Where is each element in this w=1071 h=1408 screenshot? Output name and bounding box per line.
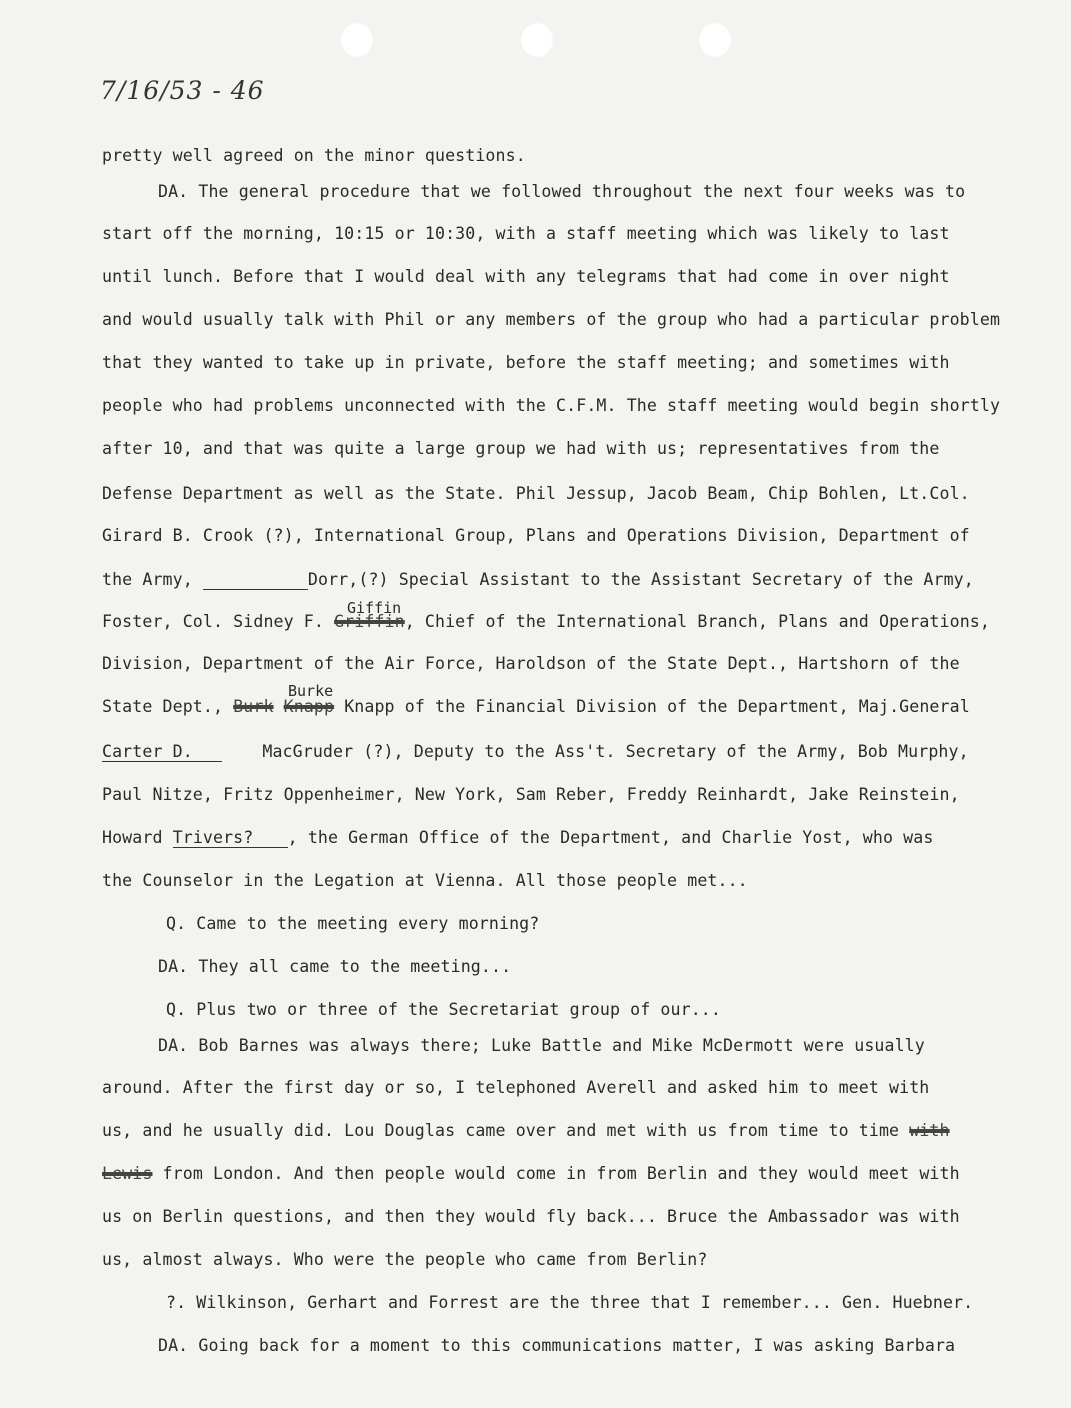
text-line: DA. Bob Barnes was always there; Luke Battle and Mike McDermott were usually bbox=[158, 1036, 925, 1055]
text-line bbox=[102, 742, 969, 762]
text-line: DA. They all came to the meeting... bbox=[158, 957, 512, 976]
struck-text: Lewis bbox=[102, 1164, 153, 1183]
fill-in-blank bbox=[203, 570, 308, 590]
underlined-name: Carter D. bbox=[102, 742, 222, 762]
text-line bbox=[102, 1164, 960, 1183]
text-line: the Counselor in the Legation at Vienna. All those people met... bbox=[102, 871, 748, 890]
text-line: Defense Department as well as the State. Phil Jessup, Jacob Beam, Chip Bohlen, Lt.Col. bbox=[102, 484, 970, 503]
struck-text: Burk bbox=[233, 697, 274, 716]
text-fragment: from London. And then people would come in from Berlin and they would meet with bbox=[162, 1164, 960, 1183]
text-fragment: us, and he usually did. Lou Douglas came over and met with us from time to time bbox=[102, 1121, 900, 1140]
underlined-name: Trivers? bbox=[173, 828, 288, 848]
handwritten-insert: Giffin bbox=[347, 599, 402, 617]
text-line: us on Berlin questions, and then they would fly back... Bruce the Ambassador was with bbox=[102, 1207, 960, 1226]
text-fragment: Knapp of the Financial Division of the Department, Maj.General bbox=[334, 697, 970, 716]
punch-hole bbox=[340, 22, 374, 58]
text-line: Paul Nitze, Fritz Oppenheimer, New York, Sam Reber, Freddy Reinhardt, Jake Reinstein, bbox=[102, 785, 960, 804]
text-line: pretty well agreed on the minor questions. bbox=[102, 146, 526, 165]
text-line bbox=[102, 612, 990, 631]
text-line: ?. Wilkinson, Gerhart and Forrest are the three that I remember... Gen. Huebner. bbox=[166, 1293, 974, 1312]
text-line: that they wanted to take up in private, before the staff meeting; and sometimes with bbox=[102, 353, 950, 372]
text-fragment: , Chief of the International Branch, Plans and Operations, bbox=[404, 612, 990, 631]
text-line: Q. Came to the meeting every morning? bbox=[166, 914, 540, 933]
text-line bbox=[102, 1121, 950, 1140]
punch-hole bbox=[698, 22, 732, 58]
text-line: Q. Plus two or three of the Secretariat group of our... bbox=[166, 1000, 721, 1019]
text-line: Girard B. Crook (?), International Group, Plans and Operations Division, Department of bbox=[102, 526, 970, 545]
text-fragment: MacGruder (?), Deputy to the Ass't. Secretary of the Army, Bob Murphy, bbox=[262, 742, 969, 761]
text-fragment: , the German Office of the Department, and Charlie Yost, who was bbox=[287, 828, 934, 847]
handwritten-insert: Burke bbox=[288, 682, 334, 700]
text-line: us, almost always. Who were the people who came from Berlin? bbox=[102, 1250, 708, 1269]
page-reference: 7/16/53 - 46 bbox=[100, 76, 265, 105]
text-line: DA. Going back for a moment to this communications matter, I was asking Barbara bbox=[158, 1336, 956, 1355]
struck-text: Griffin bbox=[334, 612, 405, 631]
text-line: around. After the first day or so, I telephoned Averell and asked him to meet with bbox=[102, 1078, 930, 1097]
text-line bbox=[102, 828, 933, 848]
text-line: until lunch. Before that I would deal with any telegrams that had come in over night bbox=[102, 267, 950, 286]
text-line: start off the morning, 10:15 or 10:30, with a staff meeting which was likely to last bbox=[102, 224, 950, 243]
text-line: people who had problems unconnected with the C.F.M. The staff meeting would begin shortly bbox=[102, 396, 1001, 415]
struck-text: Knapp bbox=[283, 697, 335, 716]
text-fragment: Foster, Col. Sidney F. bbox=[102, 612, 324, 631]
text-line: DA. The general procedure that we followed throughout the next four weeks was to bbox=[158, 182, 966, 201]
struck-text: with bbox=[909, 1121, 950, 1140]
text-fragment: Dorr,(?) Special Assistant to the Assistant Secretary of the Army, bbox=[307, 570, 974, 589]
text-line bbox=[102, 697, 970, 716]
text-fragment: Howard bbox=[102, 828, 173, 847]
text-line: after 10, and that was quite a large group we had with us; representatives from the bbox=[102, 439, 940, 458]
text-line: Division, Department of the Air Force, Haroldson of the State Dept., Hartshorn of the bbox=[102, 654, 960, 673]
text-line: and would usually talk with Phil or any members of the group who had a particular problem bbox=[102, 310, 1001, 329]
text-fragment: the Army, bbox=[102, 570, 203, 589]
punch-hole bbox=[520, 22, 554, 58]
text-fragment: State Dept., bbox=[102, 697, 234, 716]
text-line bbox=[102, 570, 974, 590]
